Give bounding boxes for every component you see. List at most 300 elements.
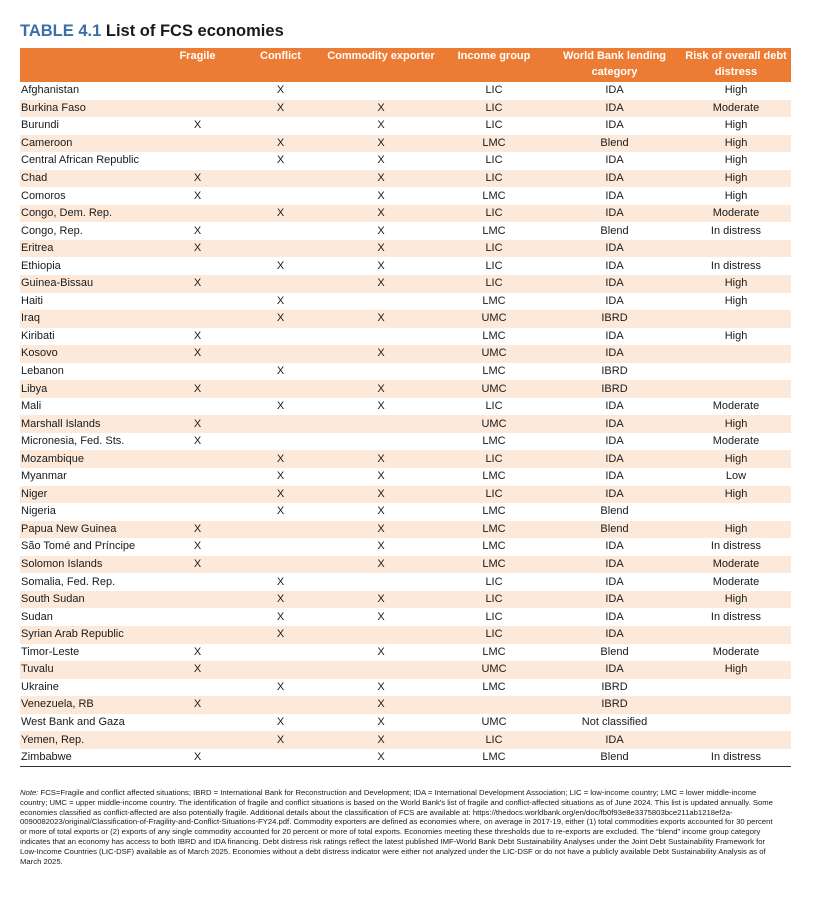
debt-distress-cell: Moderate — [681, 205, 791, 223]
commodity-cell: X — [322, 696, 440, 714]
debt-distress-cell: Moderate — [712, 400, 760, 413]
fragile-cell: X — [156, 521, 239, 539]
debt-distress-cell: High — [724, 189, 748, 202]
commodity-cell: X — [377, 645, 385, 658]
debt-distress-cell: High — [681, 415, 791, 433]
commodity-cell: X — [322, 100, 440, 118]
conflict-cell — [239, 380, 322, 398]
lending-category-cell: Blend — [548, 135, 681, 153]
fragile-cell: X — [193, 540, 202, 553]
conflict-cell — [239, 556, 322, 574]
commodity-cell: X — [377, 400, 385, 413]
economy-name: Afghanistan — [21, 84, 80, 97]
fragile-cell: X — [156, 380, 239, 398]
commodity-cell: X — [322, 310, 440, 328]
lending-category-cell: Blend — [548, 749, 681, 767]
income-group-cell: UMC — [440, 661, 548, 679]
conflict-cell — [239, 538, 322, 556]
debt-distress-cell: High — [681, 450, 791, 468]
lending-category-cell: IBRD — [601, 365, 628, 378]
economy-name: Solomon Islands — [20, 556, 156, 574]
lending-category-cell: IDA — [548, 486, 681, 504]
lending-category-cell: Blend — [600, 505, 629, 518]
fragile-cell — [156, 573, 239, 591]
debt-distress-cell: High — [724, 294, 748, 307]
lending-category-cell: IBRD — [548, 310, 681, 328]
commodity-cell: X — [322, 240, 440, 258]
debt-distress-cell: In distress — [710, 610, 762, 623]
economy-name: West Bank and Gaza — [21, 715, 125, 728]
income-group-cell: LMC — [482, 365, 506, 378]
fragile-cell: X — [156, 275, 239, 293]
lending-category-cell: IDA — [548, 731, 681, 749]
income-group-cell: LMC — [482, 645, 506, 658]
debt-distress-cell: Moderate — [712, 575, 760, 588]
header-fragile: Fragile — [156, 48, 239, 82]
debt-distress-cell: High — [681, 661, 791, 679]
commodity-cell: X — [322, 135, 440, 153]
table-note — [20, 788, 780, 866]
lending-category-cell: IDA — [605, 610, 624, 623]
income-group-cell: LMC — [482, 189, 506, 202]
debt-distress-cell: High — [724, 84, 748, 97]
table-row — [20, 398, 791, 416]
fragile-cell — [156, 257, 239, 275]
table-row — [20, 328, 791, 346]
income-group-cell: LIC — [485, 119, 503, 132]
conflict-cell — [239, 328, 322, 346]
fragile-cell — [156, 152, 239, 170]
lending-category-cell: IDA — [605, 259, 624, 272]
table-row — [20, 714, 791, 732]
lending-category-cell: IBRD — [601, 680, 628, 693]
conflict-cell — [239, 749, 322, 767]
fragile-cell — [156, 731, 239, 749]
income-group-cell: UMC — [440, 415, 548, 433]
table-row — [20, 293, 791, 311]
conflict-cell: X — [239, 135, 322, 153]
table-row — [20, 696, 791, 714]
table-row — [20, 240, 791, 258]
conflict-cell: X — [239, 486, 322, 504]
commodity-cell: X — [377, 470, 385, 483]
conflict-cell — [239, 170, 322, 188]
fragile-cell: X — [156, 556, 239, 574]
income-group-cell: LIC — [440, 240, 548, 258]
table-row — [20, 345, 791, 363]
economy-name: Nigeria — [21, 505, 56, 518]
conflict-cell: X — [276, 680, 285, 693]
debt-distress-cell: Moderate — [681, 100, 791, 118]
economy-name: Central African Republic — [21, 154, 140, 167]
income-group-cell: LMC — [482, 435, 506, 448]
income-group-cell: LMC — [482, 505, 506, 518]
debt-distress-cell — [681, 626, 791, 644]
debt-distress-cell: High — [681, 170, 791, 188]
debt-distress-cell — [681, 363, 791, 381]
income-group-cell: LMC — [482, 224, 506, 237]
debt-distress-cell: High — [681, 135, 791, 153]
note-label: Note: — [20, 788, 39, 797]
table-row — [20, 82, 791, 100]
conflict-cell: X — [276, 575, 285, 588]
income-group-cell: LMC — [440, 521, 548, 539]
table-row — [20, 503, 791, 521]
table-row — [20, 521, 791, 539]
economy-name: Tuvalu — [20, 661, 156, 679]
conflict-cell: X — [276, 715, 285, 728]
lending-category-cell: IDA — [548, 556, 681, 574]
header-economy — [20, 48, 156, 82]
commodity-cell: X — [322, 205, 440, 223]
lending-category-cell: IBRD — [548, 380, 681, 398]
conflict-cell: X — [276, 365, 285, 378]
debt-distress-cell — [681, 679, 791, 697]
income-group-cell: LIC — [440, 591, 548, 609]
header-conflict: Conflict — [239, 48, 322, 82]
conflict-cell — [239, 661, 322, 679]
debt-distress-cell — [681, 696, 791, 714]
commodity-cell: X — [322, 380, 440, 398]
conflict-cell: X — [239, 450, 322, 468]
lending-category-cell: IDA — [605, 154, 624, 167]
conflict-cell: X — [276, 154, 285, 167]
note-text: FCS=Fragile and conflict affected situations; IBRD = International Bank for Reconstruction and Development; IDA = International Development Association; LIC = low-income country; LMC = lower middle-income country; UMC = upper middle-income country. The identification of fragile and conflict situations is based on the World Bank's list of fragile and conflict-affected situations as of June 2024. This list is updated annually. Some economies classified as conflict-affected are also potentially fragile. Additional details about the classification of FCS are available at: https://thedocs.worldbank.org/en/doc/fb0f93e8e3375803bce211ab1218ef2a-0090082023/original/Classification-of-Fragility-and-Conflict-Situations-FY24.pdf. Commodity exporters are defined as economies where, on average in 2017-19, either (1) total commodities exports accounted for 30 percent or more of total exports or (2) exports of any single commodity accounted for 20 percent or more of total exports. Economies meeting these thresholds due to re-exports are excluded. The “blend” income group category indicates that an economy has access to both IBRD and IDA financing. Debt distress risk ratings reflect the latest published IMF-World Bank Debt Sustainability Analyses under the Joint Debt Sustainability Framework for Low-Income Countries (LIC-DSF) available as of March 2025. Economies without a debt distress indicator were either not analyzed under the LIC-DSF or do not have a publicly available Debt Sustainability Analysis as of March 2025. — [20, 788, 773, 866]
economy-name: Libya — [20, 380, 156, 398]
table-row — [20, 100, 791, 118]
income-group-cell: LIC — [440, 731, 548, 749]
fragile-cell — [156, 714, 239, 732]
economy-name: Cameroon — [20, 135, 156, 153]
conflict-cell: X — [276, 505, 285, 518]
economy-name: Ethiopia — [21, 259, 61, 272]
economy-name: South Sudan — [20, 591, 156, 609]
commodity-cell: X — [322, 591, 440, 609]
income-group-cell: LIC — [440, 626, 548, 644]
debt-distress-cell: In distress — [710, 259, 762, 272]
economy-name: Lebanon — [21, 365, 64, 378]
debt-distress-cell: In distress — [681, 749, 791, 767]
debt-distress-cell: High — [681, 486, 791, 504]
table-row — [20, 626, 791, 644]
fragile-cell: X — [156, 170, 239, 188]
income-group-cell: LIC — [485, 259, 503, 272]
conflict-cell — [239, 117, 322, 135]
debt-distress-cell: In distress — [710, 540, 762, 553]
income-group-cell: LMC — [482, 470, 506, 483]
table-header-row — [20, 48, 791, 82]
commodity-cell: X — [322, 556, 440, 574]
fragile-cell: X — [193, 224, 202, 237]
table-row — [20, 117, 791, 135]
economy-name: Syrian Arab Republic — [20, 626, 156, 644]
commodity-cell: X — [322, 731, 440, 749]
economy-name: Guinea-Bissau — [20, 275, 156, 293]
income-group-cell: LIC — [440, 275, 548, 293]
table-row — [20, 486, 791, 504]
debt-distress-cell: Moderate — [712, 435, 760, 448]
conflict-cell: X — [276, 84, 285, 97]
commodity-cell: X — [322, 749, 440, 767]
lending-category-cell: IDA — [605, 400, 624, 413]
debt-distress-cell — [681, 503, 791, 521]
table-row — [20, 573, 791, 591]
economy-name: Mali — [21, 400, 42, 413]
income-group-cell: LIC — [485, 84, 503, 97]
lending-category-cell: IDA — [548, 240, 681, 258]
table-row — [20, 310, 791, 328]
fragile-cell: X — [193, 435, 202, 448]
header-lending-category: World Bank lending category — [548, 48, 681, 82]
table-row — [20, 433, 791, 451]
table-row — [20, 170, 791, 188]
table-row — [20, 644, 791, 662]
lending-category-cell: IDA — [548, 275, 681, 293]
lending-category-cell: IDA — [605, 575, 624, 588]
conflict-cell: X — [276, 610, 285, 623]
economy-name: Timor-Leste — [21, 645, 80, 658]
fragile-cell — [156, 205, 239, 223]
fragile-cell — [156, 293, 239, 311]
economy-name: Iraq — [20, 310, 156, 328]
income-group-cell: LMC — [440, 556, 548, 574]
economy-name: Niger — [20, 486, 156, 504]
commodity-cell — [322, 626, 440, 644]
table-title — [20, 22, 284, 41]
commodity-cell — [322, 82, 440, 100]
economy-name: Somalia, Fed. Rep. — [21, 575, 116, 588]
table-row — [20, 608, 791, 626]
fragile-cell — [156, 608, 239, 626]
debt-distress-cell: High — [681, 521, 791, 539]
economy-name: Congo, Rep. — [21, 224, 83, 237]
header-income-group: Income group — [440, 48, 548, 82]
table-row — [20, 363, 791, 381]
economy-name: Kiribati — [21, 329, 55, 342]
commodity-cell — [322, 363, 440, 381]
conflict-cell — [239, 433, 322, 451]
fragile-cell: X — [156, 661, 239, 679]
lending-category-cell: IDA — [548, 100, 681, 118]
conflict-cell: X — [239, 626, 322, 644]
debt-distress-cell: High — [724, 119, 748, 132]
income-group-cell: LMC — [482, 540, 506, 553]
commodity-cell: X — [322, 170, 440, 188]
fragile-cell — [156, 468, 239, 486]
economy-name: Burkina Faso — [20, 100, 156, 118]
economy-name: Eritrea — [20, 240, 156, 258]
conflict-cell — [239, 345, 322, 363]
fragile-cell — [156, 486, 239, 504]
lending-category-cell: IDA — [605, 84, 624, 97]
conflict-cell: X — [276, 400, 285, 413]
commodity-cell — [322, 328, 440, 346]
fragile-cell: X — [193, 329, 202, 342]
lending-category-cell: IBRD — [548, 696, 681, 714]
conflict-cell: X — [239, 100, 322, 118]
lending-category-cell: IDA — [605, 294, 624, 307]
table-row — [20, 450, 791, 468]
fragile-cell — [156, 398, 239, 416]
debt-distress-cell: Low — [725, 470, 747, 483]
conflict-cell — [239, 644, 322, 662]
income-group-cell: LIC — [440, 100, 548, 118]
commodity-cell: X — [322, 275, 440, 293]
fragile-cell: X — [193, 645, 202, 658]
table-row — [20, 152, 791, 170]
commodity-cell: X — [377, 505, 385, 518]
economy-name: Venezuela, RB — [20, 696, 156, 714]
income-group-cell: LIC — [485, 400, 503, 413]
table-row — [20, 749, 791, 767]
lending-category-cell: Not classified — [581, 715, 648, 728]
table-row — [20, 468, 791, 486]
table-row — [20, 538, 791, 556]
income-group-cell: UMC — [440, 345, 548, 363]
conflict-cell — [239, 187, 322, 205]
commodity-cell — [322, 415, 440, 433]
commodity-cell: X — [377, 540, 385, 553]
conflict-cell: X — [276, 470, 285, 483]
conflict-cell — [239, 696, 322, 714]
fragile-cell: X — [156, 749, 239, 767]
economy-name: Zimbabwe — [20, 749, 156, 767]
conflict-cell — [239, 240, 322, 258]
table-row — [20, 205, 791, 223]
lending-category-cell: IDA — [548, 415, 681, 433]
economy-name: Marshall Islands — [20, 415, 156, 433]
lending-category-cell: IDA — [548, 591, 681, 609]
table-row — [20, 257, 791, 275]
economy-name: Micronesia, Fed. Sts. — [21, 435, 125, 448]
commodity-cell: X — [377, 189, 385, 202]
debt-distress-cell — [681, 714, 791, 732]
commodity-cell: X — [322, 450, 440, 468]
income-group-cell: LIC — [485, 610, 503, 623]
fragile-cell — [156, 135, 239, 153]
economy-name: Burundi — [21, 119, 59, 132]
table-row — [20, 661, 791, 679]
lending-category-cell: IDA — [548, 450, 681, 468]
economy-name: Kosovo — [20, 345, 156, 363]
income-group-cell: LMC — [482, 680, 506, 693]
commodity-cell — [322, 433, 440, 451]
table-row — [20, 135, 791, 153]
lending-category-cell: IDA — [605, 119, 624, 132]
economy-name: Chad — [20, 170, 156, 188]
conflict-cell: X — [239, 731, 322, 749]
fragile-cell: X — [156, 415, 239, 433]
lending-category-cell: Blend — [600, 645, 629, 658]
conflict-cell: X — [239, 591, 322, 609]
table-number: TABLE 4.1 — [20, 22, 102, 40]
debt-distress-cell — [681, 240, 791, 258]
commodity-cell: X — [377, 680, 385, 693]
commodity-cell: X — [322, 345, 440, 363]
economy-name: Sudan — [21, 610, 53, 623]
income-group-cell: UMC — [440, 310, 548, 328]
commodity-cell: X — [377, 119, 385, 132]
conflict-cell — [239, 222, 322, 240]
fragile-cell — [156, 503, 239, 521]
income-group-cell: LMC — [440, 749, 548, 767]
conflict-cell: X — [239, 310, 322, 328]
lending-category-cell: IDA — [605, 470, 624, 483]
header-commodity-exporter: Commodity exporter — [322, 48, 440, 82]
conflict-cell — [239, 415, 322, 433]
fragile-cell — [156, 363, 239, 381]
lending-category-cell: Blend — [548, 521, 681, 539]
lending-category-cell: IDA — [548, 345, 681, 363]
debt-distress-cell — [681, 380, 791, 398]
table-row — [20, 187, 791, 205]
lending-category-cell: IDA — [548, 205, 681, 223]
fragile-cell: X — [156, 345, 239, 363]
income-group-cell: LIC — [440, 486, 548, 504]
conflict-cell: X — [276, 294, 285, 307]
commodity-cell: X — [322, 486, 440, 504]
table-row — [20, 731, 791, 749]
debt-distress-cell — [681, 310, 791, 328]
debt-distress-cell — [681, 731, 791, 749]
commodity-cell — [322, 573, 440, 591]
fragile-cell — [156, 626, 239, 644]
debt-distress-cell: Moderate — [712, 645, 760, 658]
income-group-cell: LIC — [485, 575, 503, 588]
income-group-cell: LIC — [440, 170, 548, 188]
commodity-cell — [322, 293, 440, 311]
table-title-text: List of FCS economies — [105, 22, 284, 40]
table-row — [20, 275, 791, 293]
conflict-cell: X — [239, 205, 322, 223]
lending-category-cell: IDA — [548, 626, 681, 644]
lending-category-cell: IDA — [605, 435, 624, 448]
lending-category-cell: IDA — [548, 661, 681, 679]
lending-category-cell: Blend — [600, 224, 629, 237]
fragile-cell — [156, 450, 239, 468]
income-group-cell: LMC — [440, 135, 548, 153]
conflict-cell — [239, 275, 322, 293]
debt-distress-cell: High — [724, 329, 748, 342]
fragile-cell: X — [156, 240, 239, 258]
economy-name: Mozambique — [20, 450, 156, 468]
commodity-cell: X — [377, 224, 385, 237]
commodity-cell: X — [377, 715, 385, 728]
income-group-cell: LIC — [440, 450, 548, 468]
fragile-cell: X — [193, 119, 202, 132]
fragile-cell — [156, 82, 239, 100]
lending-category-cell: IDA — [605, 329, 624, 342]
commodity-cell: X — [377, 154, 385, 167]
income-group-cell — [440, 696, 548, 714]
economy-name: Myanmar — [21, 470, 67, 483]
table-row — [20, 591, 791, 609]
table-body — [20, 82, 791, 767]
income-group-cell: LMC — [482, 329, 506, 342]
debt-distress-cell: High — [724, 154, 748, 167]
header-debt-distress: Risk of overall debt distress — [681, 48, 791, 82]
economy-name: Ukraine — [21, 680, 59, 693]
debt-distress-cell: Moderate — [681, 556, 791, 574]
conflict-cell: X — [276, 259, 285, 272]
income-group-cell: UMC — [481, 715, 507, 728]
commodity-cell: X — [377, 259, 385, 272]
fragile-cell: X — [156, 696, 239, 714]
table-row — [20, 222, 791, 240]
lending-category-cell: IDA — [548, 170, 681, 188]
commodity-cell: X — [377, 610, 385, 623]
table-row — [20, 556, 791, 574]
